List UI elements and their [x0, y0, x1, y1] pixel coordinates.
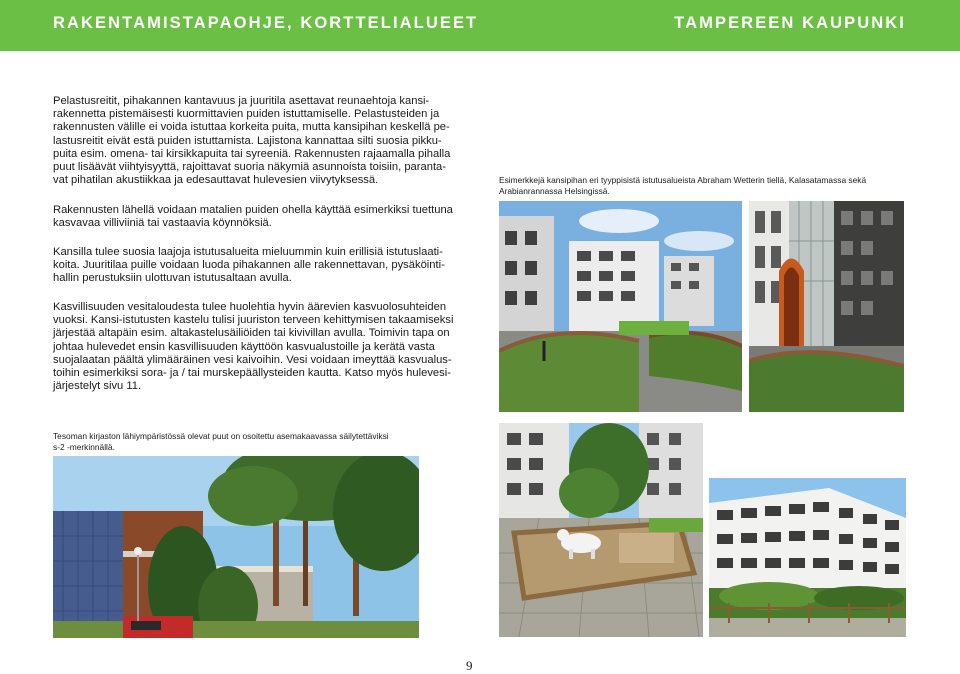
text-line: Kansilla tulee suosia laajoja istutusalueita mieluummin kuin erillisiä istutuslaati- — [53, 246, 443, 258]
photo-tesoma-library-trees — [53, 456, 419, 638]
text-line: rakennetta pistemäisesti kuormittavien puiden istuttamiselle. Pelastusteiden ja — [53, 108, 440, 121]
caption-line: Tesoman kirjaston lähiympäristössä olevat puut on osoitettu asemakaavassa säilytettäviksi — [53, 431, 389, 441]
paragraph-planting-areas — [53, 246, 461, 286]
photo-courtyard-curved-planters — [499, 201, 742, 412]
text-line: vuoksi. Kansi-istutusten kastelu tulisi juuriston terveen kehittymisen takaamiseksi — [53, 314, 454, 327]
page-header — [0, 0, 960, 51]
text-line: puita esim. omena- tai kirsikkapuita tai syreeniä. Rakennusten rajaamalla pihalla — [53, 147, 451, 160]
caption-helsinki-examples — [499, 175, 919, 197]
text-line: Pelastusreitit, pihakannen kantavuus ja juuritila asettavat reunaehtoja kansi- — [53, 95, 430, 107]
page-number: 9 — [466, 658, 473, 673]
document-title: RAKENTAMISTAPAOHJE, KORTTELIALUEET — [53, 14, 479, 32]
text-line: puut lisäävät viihtyisyyttä, rajoittavat suoria näkymiä asunnoista toisiin, paranta- — [53, 161, 446, 174]
text-line: vat pihatilan akustiikkaa ja edesauttavat hulevesien viivytyksessä. — [53, 174, 379, 187]
text-line: johtaa hulevedet ensin kasvillisuuden käyttöön kasvualustoille ja kerätä vasta — [53, 340, 435, 353]
caption-tesoma-library — [53, 431, 473, 453]
text-line: Rakennusten lähellä voidaan matalien puiden ohella käyttää esimerkiksi tuettuna — [53, 204, 453, 216]
photo-apartment-blocks — [709, 478, 906, 637]
text-line: kasvavaa villiviiniä tai vastaavia köynnöksiä. — [53, 217, 272, 230]
text-line: Kasvillisuuden vesitaloudesta tulee huolehtia hyvin äärevien kasvuolosuhteiden — [53, 301, 447, 313]
caption-line: s-2 -merkinnällä. — [53, 442, 115, 452]
text-line: lastusreitit eivät estä puiden istuttamista. Lajistona kannattaa silti suosia pikku- — [53, 134, 442, 147]
photo-entrance-orange-door — [749, 201, 904, 412]
text-line: suojalaatan päältä ylimääräinen vesi kaivoihin. Vesi voidaan imeyttää kasvualus- — [53, 353, 452, 366]
text-line: hallin perustuksiin ulottuvan istutusaltaan avulla. — [53, 272, 292, 285]
paragraph-trees-on-deck — [53, 95, 461, 187]
caption-line: Arabianrannassa Helsingissä. — [499, 186, 610, 196]
text-line: rakennusten välille ei voida istuttaa korkeita puita, mutta kansipihan keskellä pe- — [53, 121, 450, 134]
city-name: TAMPEREEN KAUPUNKI — [674, 14, 906, 32]
paragraph-water-management — [53, 301, 461, 393]
caption-line: Esimerkkejä kansipihan eri tyyppisistä istutusalueista Abraham Wetterin tiellä, Kalasatamassa sekä — [499, 175, 867, 185]
text-line: toihin esimerkiksi sora- ja / tai murskepäällysteiden kautta. Katso myös hulevesi- — [53, 367, 451, 380]
photo-sandbox-play-area — [499, 423, 703, 637]
text-line: järjestelyt sivu 11. — [53, 380, 142, 393]
text-line: koita. Juuritilaa puille voidaan luoda pihakannen alle rakennettavan, pysäköinti- — [53, 259, 445, 272]
paragraph-climbers — [53, 204, 461, 230]
text-line: järjestää altapäin esim. altakastelusäiliöiden tai kivivillan avulla. Toimivin tapa on — [53, 327, 450, 340]
